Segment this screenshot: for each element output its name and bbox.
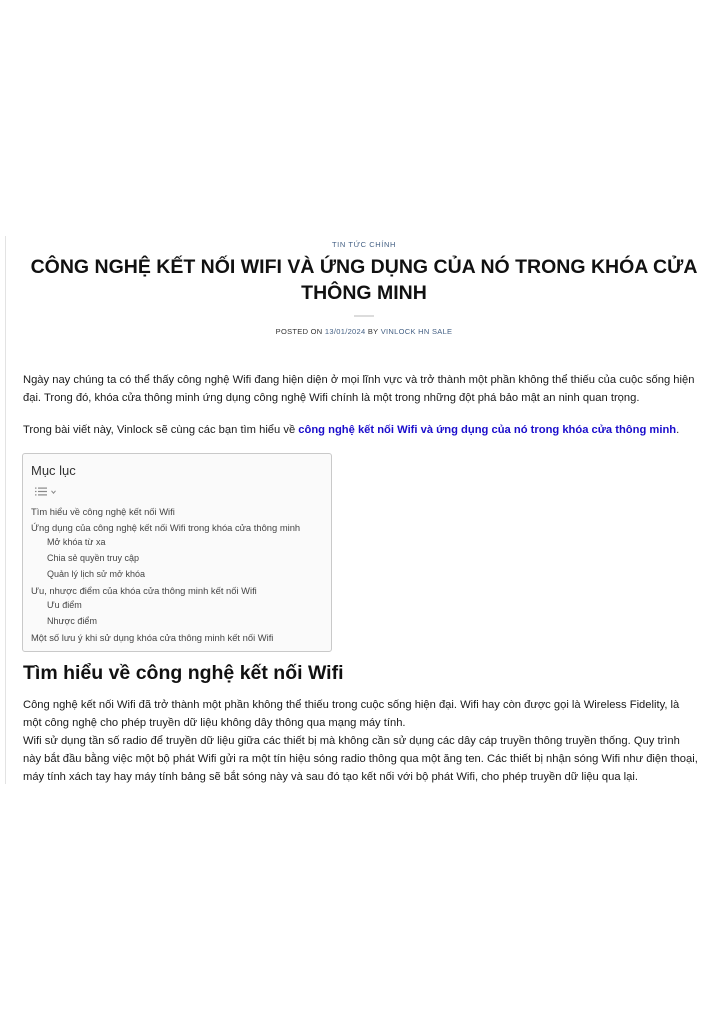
author-link[interactable]: VINLOCK HN SALE — [380, 327, 453, 336]
post-date-link[interactable]: 13/01/2024 — [324, 327, 366, 336]
toc-item[interactable]: Chia sẻ quyền truy cập — [47, 553, 140, 564]
toc-item[interactable]: Một số lưu ý khi sử dụng khóa cửa thông minh kết nối Wifi — [31, 631, 274, 643]
intro-text: Trong bài viết này, Vinlock sẽ cùng các bạn tìm hiểu về — [23, 424, 299, 436]
toc-title: Mục lục — [31, 463, 76, 478]
toc-list — [31, 504, 325, 645]
title-divider — [354, 315, 374, 317]
toc-item[interactable]: Mở khóa từ xa — [47, 537, 106, 548]
intro-paragraph: Ngày nay chúng ta có thể thấy công nghệ Wifi đang hiện diện ở mọi lĩnh vực và trở thành một phần không thể thiếu của cuộc sống hiện đại. Trong đó, khóa cửa thông minh ứng dụng công nghệ Wifi chính là một trong những đột phá bảo mật an ninh quan trọng. — [23, 374, 695, 404]
highlight-link[interactable]: công nghệ kết nối Wifi và ứng dụng của nó trong khóa cửa thông minh — [298, 424, 677, 436]
posted-on-label: POSTED ON — [275, 327, 323, 336]
post-title: CÔNG NGHỆ KẾT NỐI WIFI VÀ ỨNG DỤNG CỦA NÓ TRONG KHÓA CỬA THÔNG MINH — [30, 256, 698, 304]
toc-item[interactable]: Ưu, nhược điểm của khóa cửa thông minh kết nối Wifi — [31, 584, 257, 596]
section-heading: Tìm hiểu về công nghệ kết nối Wifi — [23, 662, 344, 684]
chevron-down-icon — [51, 490, 56, 494]
section-paragraph: Công nghệ kết nối Wifi đã trở thành một phần không thể thiếu trong cuộc sống hiện đại. Wifi hay còn được gọi là Wireless Fidelity, là một công nghệ cho phép truyền dữ liệu không dây thông qua mạng máy tính. — [23, 699, 680, 729]
toc-item[interactable]: Ứng dụng của công nghệ kết nối Wifi trong khóa cửa thông minh — [31, 521, 301, 533]
intro-end: . — [676, 424, 680, 436]
toc-toggle-button[interactable] — [35, 487, 56, 496]
toc-item[interactable]: Quản lý lịch sử mở khóa — [47, 568, 145, 579]
by-label: BY — [367, 327, 379, 336]
toc-item[interactable]: Ưu điểm — [47, 600, 82, 611]
list-icon — [35, 487, 47, 496]
section-paragraph-2: Wifi sử dụng tần số radio để truyền dữ liệu giữa các thiết bị mà không cần sử dụng các dây cáp truyền thông truyền thống. Quy trình này bắt đầu bằng việc một bộ phát Wifi gửi ra một tín hiệu sóng radio thông qua một ăng ten. Các thiết bị nhận sóng Wifi như điện thoại, máy tính xách tay hay máy tính bảng sẽ bắt sóng này và sau đó tạo kết nối với bộ phát Wifi, cho phép truyền dữ liệu qua lại. — [23, 735, 698, 783]
toc-item[interactable]: Tìm hiểu về công nghệ kết nối Wifi — [31, 506, 175, 517]
toc-item[interactable]: Nhược điểm — [47, 615, 97, 626]
category-link[interactable]: TIN TỨC CHÍNH — [331, 240, 397, 249]
table-of-contents — [22, 453, 332, 652]
post-meta — [0, 327, 720, 336]
intro-paragraph-2 — [23, 421, 699, 439]
content-border — [5, 236, 6, 784]
